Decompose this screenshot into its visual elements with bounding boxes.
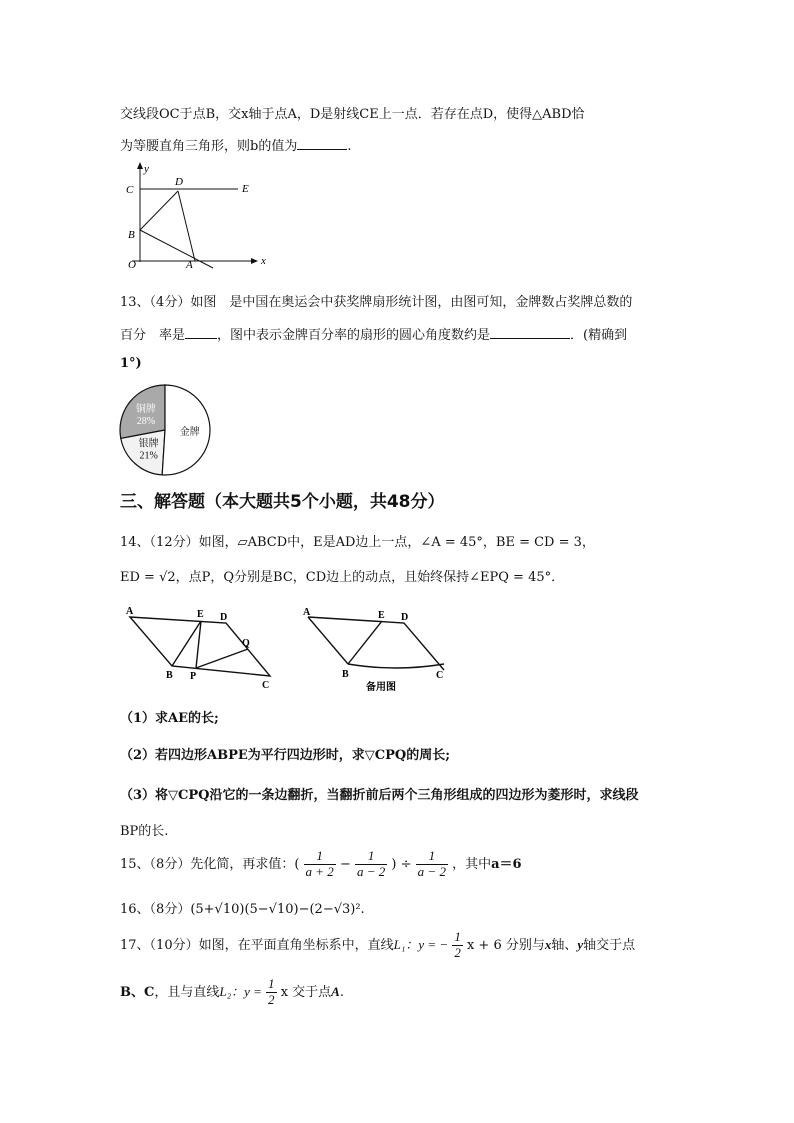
q15-line [120,849,522,880]
line-bd [140,191,178,230]
fig2-label-c: C [436,670,444,681]
q17-l1-fraction [452,930,463,961]
fig2-label-a: A [303,607,311,618]
q16-line: 16、（8分）(5+√10)(5−√10)−(2−√3)². [120,902,365,917]
section-3-heading: 三、解答题（本大题共5个小题，共48分） [120,492,445,512]
q14-sub3-line2: BP的长. [120,824,169,839]
q17-x-axis: x [544,936,552,952]
q13-answer-blank-1 [185,326,217,339]
q17-l1-den: 2 [454,944,461,960]
q15-suffix: ，其中 [452,856,492,872]
q15-f1-num: 1 [304,849,336,865]
q17-l1: L₁ [393,936,406,952]
q17-line2 [120,977,344,1008]
fig2-side-ab [308,617,348,664]
q14-line1: 14、（12分）如图，▱ABCD中，E是AD边上一点，∠A = 45°，BE = CD = 3， [120,535,595,550]
y-axis-arrow [137,162,143,169]
fig2-arc-bc [348,664,444,668]
q15-close-div: ) ÷ [391,856,412,872]
q15-condition: a＝6 [491,856,522,872]
q17-prefix: 17、（10分）如图，在平面直角坐标系中，直线 [120,937,394,953]
segment-pq [196,649,248,668]
q17-l2: L₂ [219,983,232,999]
q17-mid: 轴、 [551,937,578,953]
q15-f2-den: a − 2 [357,863,386,879]
q12-answer-blank [297,137,347,150]
label-x: x [261,255,266,267]
q15-f3-num: 1 [416,849,448,865]
pie-label-2: 金牌 [179,426,200,438]
q17-l1-eq-b: x + 6 分别与 [466,937,545,953]
q17-l2-eq-b: x 交于点 [280,984,332,1000]
q13-answer-blank-2 [490,326,570,339]
q17-l1-num: 1 [454,929,461,944]
q13-line3: 1°) [120,356,142,371]
pie-value-label-0: 28% [136,416,156,428]
label-b: B [128,229,135,241]
q15-fraction-3 [416,849,448,880]
q15-f2-num: 1 [355,849,387,865]
q15-fraction-2 [355,849,387,880]
q15-minus: − [339,856,351,872]
fig2-outline [308,617,444,670]
q12-figure [118,160,278,272]
q12-line1: 交线段OC于点B，交x轴于点A，D是射线CE上一点．若存在点D，使得△ABD恰 [120,107,585,122]
q14-figure-1 [124,606,284,692]
label-a: A [186,259,193,271]
q17-point-a: A [331,983,340,999]
q17-line2-b: ，且与直线 [154,984,220,1000]
q14-figure-2 [300,606,450,696]
label-o: O [128,259,136,271]
q12-line2-text: 为等腰直角三角形，则b的值为 [120,139,298,154]
pie-label-1: 银牌 [138,438,159,450]
label-e: E [242,183,249,195]
q13-line2-a: 百分 率是 [120,328,186,343]
pie-value-label-1: 21% [139,450,158,462]
q15-f3-den: a − 2 [417,863,446,879]
fig1-label-a: A [126,606,134,617]
q15-fraction-1 [304,849,336,880]
q17-line1 [120,930,635,961]
q17-l1-eq-a: ：y = − [405,936,449,952]
fig1-label-e: E [197,609,204,620]
fig1-label-c: C [262,680,270,691]
x-axis-arrow [251,258,258,264]
q17-end: 轴交于点 [583,937,636,953]
fig1-label-q: Q [242,638,250,649]
line-ba [140,230,213,268]
q17-l2-fraction [266,977,277,1008]
fig2-label-e: E [378,610,385,621]
q12-line2-end: . [347,139,352,154]
fig1-label-d: D [220,612,228,623]
q13-line1: 13、（4分）如图 是中国在奥运会中获奖牌扇形统计图，由图可知，金牌数占奖牌总数的 [120,295,633,310]
q15-prefix: 15、（8分）先化简，再求值：( [120,856,300,872]
q13-line2 [120,324,627,343]
q14-sub1: （1）求AE的长; [120,711,219,726]
fig1-label-b: B [166,670,173,681]
q17-points-bc: B、C [120,984,155,1000]
pie-label-0: 铜牌 [135,404,156,416]
line-da [178,191,195,261]
label-y: y [144,163,149,175]
q17-l2-num: 1 [268,976,275,991]
q17-l2-den: 2 [268,991,275,1007]
label-c: C [126,184,134,196]
fig1-label-p: P [190,671,197,682]
label-d: D [175,176,183,188]
fig2-segment-be [348,621,382,664]
q12-line2 [120,135,351,154]
q14-sub2: （2）若四边形ABPE为平行四边形时，求▽CPQ的周长; [120,748,451,763]
fig2-label-d: D [401,612,409,623]
q14-sub3-line1: （3）将▽CPQ沿它的一条边翻折，当翻折前后两个三角形组成的四边形为菱形时，求线段 [120,788,639,803]
q15-f1-den: a + 2 [305,863,334,879]
fig2-label-b: B [342,669,349,680]
q17-period: . [339,984,344,1000]
q13-line2-b: ，图中表示金牌百分率的扇形的圆心角度数约是 [217,328,491,343]
pie-chart [118,383,218,477]
q13-line2-c: ．(精确到 [570,328,628,343]
q17-y-axis: y [577,936,584,952]
q14-line2: ED = √2，点P，Q分别是BC，CD边上的动点，且始终保持∠EPQ = 45°． [120,570,565,585]
fig2-caption: 备用图 [366,682,396,693]
q17-l2-eq: ：y = [231,983,262,999]
